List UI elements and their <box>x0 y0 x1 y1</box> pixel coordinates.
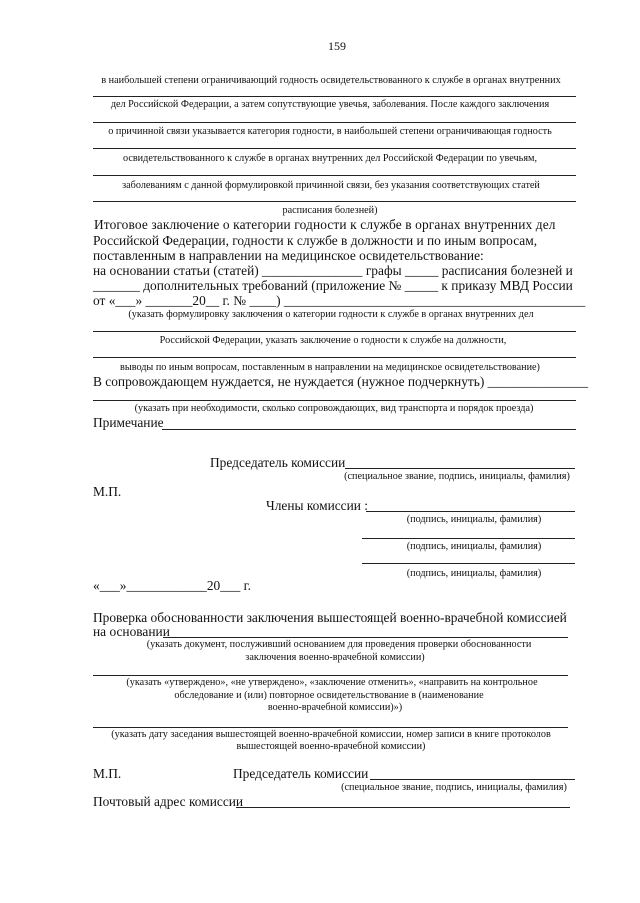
escort-line: В сопровождающем нуждается, не нуждается (нужное подчеркнуть) _______________ <box>93 374 589 389</box>
postal-address-line <box>236 807 570 808</box>
escort-hint: (указать при необходимости, сколько сопровождающих, вид транспорта и порядок проезда) <box>134 403 534 414</box>
fill-line <box>93 675 568 676</box>
check-hint: военно-врачебной комиссии)») <box>267 702 403 713</box>
fill-line <box>93 357 576 358</box>
fill-line <box>93 122 576 123</box>
check-hint: вышестоящей военно-врачебной комиссии) <box>236 741 426 752</box>
hint-line: заболеваниям с данной формулировкой причинной связи, без указания соответствующих статей <box>122 180 540 191</box>
chairman-signature-line <box>370 779 575 780</box>
member-signature-line <box>362 538 575 539</box>
final-conclusion-line: Российской Федерации, годности к службе в должности и по иным вопросам, <box>93 233 538 248</box>
note-label: Примечание <box>93 415 164 430</box>
chairman-label: Председатель комиссии <box>233 766 369 781</box>
date-line: «___»____________20___ г. <box>93 578 251 593</box>
fill-line <box>93 331 576 332</box>
page-number: 159 <box>328 39 346 53</box>
note-fill-line <box>162 429 576 430</box>
member-signature-line <box>366 511 575 512</box>
check-hint: обследование и (или) повторное освидетельствование в (наименование <box>174 690 484 701</box>
chairman-signature-line <box>345 468 575 469</box>
fill-line <box>93 148 576 149</box>
stamp-place: М.П. <box>93 484 122 499</box>
hint-line: дел Российской Федерации, а затем сопутствующие увечья, заболевания. После каждого заключения <box>110 99 550 110</box>
hint-line: в наибольшей степени ограничивающий годность освидетельствованного к службе в органах внутренних <box>101 75 561 86</box>
check-line: Проверка обоснованности заключения вышестоящей военно-врачебной комиссией <box>93 610 567 625</box>
check-hint: (указать дату заседания вышестоящей военно-врачебной комиссии, номер записи в книге протоколов <box>111 729 551 740</box>
additional-requirements-line: _______ дополнительных требований (приложение № _____ к приказу МВД России <box>93 278 573 293</box>
stamp-place: М.П. <box>93 766 122 781</box>
member-signature-line <box>362 563 575 564</box>
check-hint: (указать «утверждено», «не утверждено», «заключение отменить», «направить на контрольное <box>126 677 538 688</box>
order-date-line: от «___» _______20__ г. № ____) _____________________________________________ <box>93 293 586 308</box>
hint-line: освидетельствованного к службе в органах внутренних дел Российской Федерации по увечьям, <box>123 153 537 164</box>
article-basis-line: на основании статьи (статей) _______________ графы _____ расписания болезней и <box>93 263 573 278</box>
members-label: Члены комиссии : <box>266 498 369 513</box>
final-conclusion-line: Итоговое заключение о категории годности к службе в органах внутренних дел <box>94 217 556 232</box>
fill-line <box>93 727 568 728</box>
fill-line <box>93 175 576 176</box>
hint-line: (указать формулировку заключения о категории годности к службе в органах внутренних дел <box>128 309 534 320</box>
check-basis-line <box>163 637 568 638</box>
chairman-hint: (специальное звание, подпись, инициалы, фамилия) <box>344 471 570 482</box>
member-hint: (подпись, инициалы, фамилия) <box>406 541 542 552</box>
fill-line <box>93 96 576 97</box>
final-conclusion-line: поставленным в направлении на медицинское освидетельствование: <box>93 248 484 263</box>
hint-line: расписания болезней) <box>282 205 378 216</box>
hint-line: Российской Федерации, указать заключение о годности к службе на должности, <box>159 335 507 346</box>
hint-line: выводы по иным вопросам, поставленным в направлении на медицинское освидетельствование) <box>120 362 540 373</box>
check-hint: заключения военно-врачебной комиссии) <box>245 652 425 663</box>
check-hint: (указать документ, послуживший основанием для проведения проверки обоснованности <box>146 639 532 650</box>
chairman-label: Председатель комиссии <box>210 455 346 470</box>
postal-address-label: Почтовый адрес комиссии <box>93 794 244 809</box>
fill-line <box>93 400 576 401</box>
hint-line: о причинной связи указывается категория годности, в наибольшей степени ограничивающая годность <box>108 126 552 137</box>
chairman-hint: (специальное звание, подпись, инициалы, фамилия) <box>341 782 567 793</box>
fill-line <box>93 201 576 202</box>
member-hint: (подпись, инициалы, фамилия) <box>406 514 542 525</box>
check-basis-label: на основании <box>93 624 170 639</box>
member-hint: (подпись, инициалы, фамилия) <box>406 568 542 579</box>
